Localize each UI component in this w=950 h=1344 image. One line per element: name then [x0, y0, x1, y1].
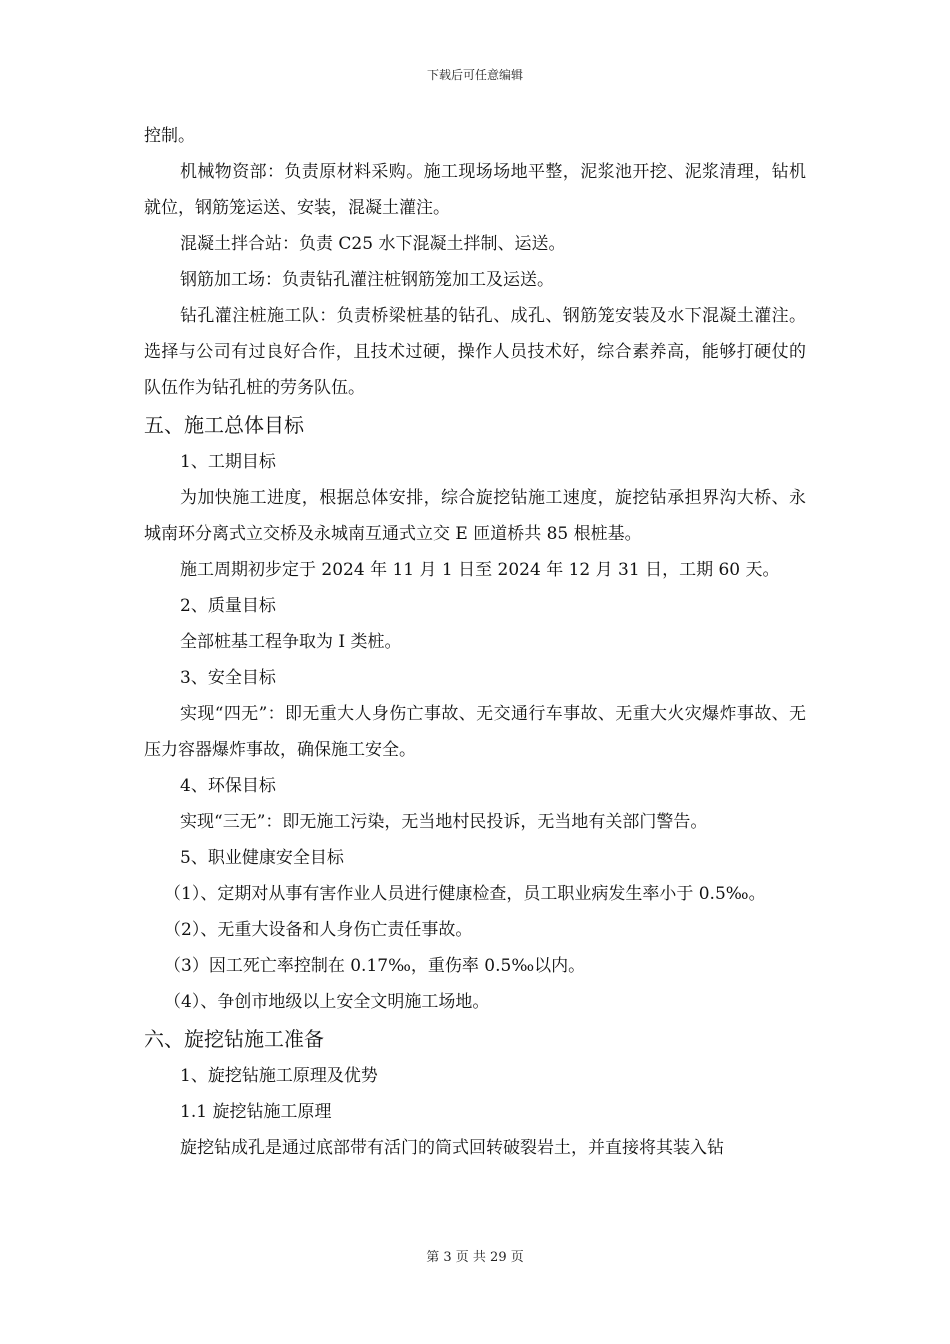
- list-item: （2）、无重大设备和人身伤亡责任事故。: [164, 920, 473, 940]
- paragraph: 钢筋加工场：负责钻孔灌注桩钢筋笼加工及运送。: [180, 270, 554, 290]
- paragraph: 实现“四无”：即无重大人身伤亡事故、无交通行车事故、无重大火灾爆炸事故、无压力容器爆炸事故，确保施工安全。: [144, 704, 806, 760]
- subsection-heading: 1、工期目标: [180, 452, 276, 472]
- paragraph: 施工周期初步定于 2024 年 11 月 1 日至 2024 年 12 月 31 日，工期 60 天。: [180, 560, 780, 580]
- section-heading: 六、旋挖钻施工准备: [144, 1027, 324, 1051]
- paragraph: 为加快施工进度，根据总体安排，综合旋挖钻施工速度，旋挖钻承担界沟大桥、永城南环分离式立交桥及永城南互通式立交 E 匝道桥共 85 根桩基。: [144, 488, 806, 544]
- subsection-heading: 1.1 旋挖钻施工原理: [180, 1102, 332, 1122]
- subsection-heading: 5、职业健康安全目标: [180, 848, 344, 868]
- section-heading: 五、施工总体目标: [144, 413, 304, 437]
- page-footer: 第 3 页 共 29 页: [426, 1250, 524, 1265]
- paragraph: 混凝土拌合站：负责 C25 水下混凝土拌制、运送。: [180, 234, 566, 254]
- paragraph: 控制。: [144, 126, 195, 146]
- list-item: （1）、定期对从事有害作业人员进行健康检查，员工职业病发生率小于 0.5‰。: [164, 884, 766, 904]
- paragraph: 旋挖钻成孔是通过底部带有活门的筒式回转破裂岩土，并直接将其装入钻: [180, 1138, 724, 1158]
- document-body: [144, 118, 806, 1166]
- subsection-heading: 1、旋挖钻施工原理及优势: [180, 1066, 378, 1086]
- paragraph: 机械物资部：负责原材料采购。施工现场场地平整，泥浆池开挖、泥浆清理，钻机就位，钢筋笼运送、安装，混凝土灌注。: [144, 162, 806, 218]
- paragraph: 钻孔灌注桩施工队：负责桥梁桩基的钻孔、成孔、钢筋笼安装及水下混凝土灌注。选择与公司有过良好合作，且技术过硬，操作人员技术好，综合素养高，能够打硬仗的队伍作为钻孔桩的劳务队伍。: [144, 306, 806, 398]
- paragraph: 实现“三无”：即无施工污染，无当地村民投诉，无当地有关部门警告。: [180, 812, 708, 832]
- subsection-heading: 2、质量目标: [180, 596, 276, 616]
- list-item: （3）因工死亡率控制在 0.17‰，重伤率 0.5‰以内。: [164, 956, 586, 976]
- page-header: 下载后可任意编辑: [426, 68, 523, 82]
- list-item: （4）、争创市地级以上安全文明施工场地。: [164, 992, 490, 1012]
- subsection-heading: 4、环保目标: [180, 776, 276, 796]
- subsection-heading: 3、安全目标: [180, 668, 276, 688]
- paragraph: 全部桩基工程争取为 I 类桩。: [180, 632, 402, 652]
